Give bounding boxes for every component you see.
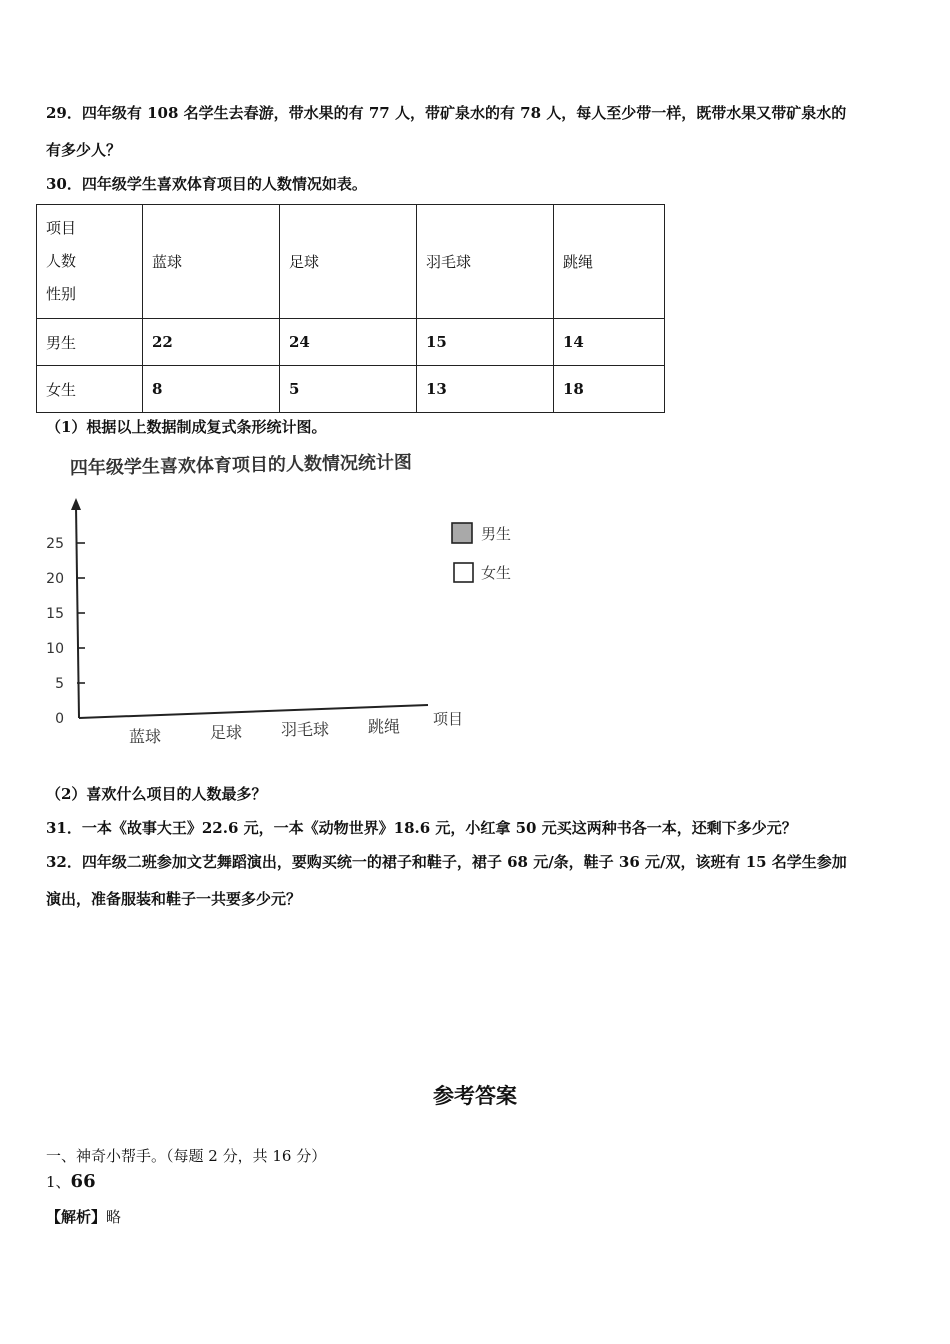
col-football: 足球 (280, 205, 417, 319)
y-axis-arrow (71, 498, 81, 510)
girls-football: 5 (280, 366, 417, 413)
y-tick-label: 10 (46, 641, 64, 657)
table-row-boys (37, 319, 665, 366)
answer-explanation (46, 1207, 121, 1227)
x-axis-label: 项目 (433, 710, 464, 728)
q30-intro: 30．四年级学生喜欢体育项目的人数情况如表。 (46, 175, 367, 193)
sports-table (36, 204, 665, 413)
y-axis (76, 506, 79, 718)
row-label-girls: 女生 (37, 366, 143, 413)
col-rope: 跳绳 (554, 205, 665, 319)
table-diagonal-header (37, 205, 143, 319)
x-category-label: 蓝球 (128, 727, 162, 746)
boys-football: 24 (280, 319, 417, 366)
girls-basketball: 8 (143, 366, 280, 413)
y-tick-label: 15 (46, 606, 64, 622)
legend-swatch-boys (452, 523, 472, 543)
x-categories (129, 717, 400, 746)
q29-line2: 有多少人？ (46, 141, 122, 159)
q30-sub1: （1）根据以上数据制成复式条形统计图。 (46, 418, 327, 436)
q31-text: 31．一本《故事大王》22.6 元，一本《动物世界》18.6 元，小红拿 50 元买这两种书各一本，还剩下多少元？ (46, 819, 797, 837)
boys-badminton: 15 (417, 319, 554, 366)
q29-line1: 29．四年级有 108 名学生去春游，带水果的有 77 人，带矿泉水的有 78 人，每人至少带一样，既带水果又带矿泉水的 (46, 104, 847, 122)
jiexi-text: 略 (106, 1208, 122, 1226)
answer-item1 (46, 1170, 96, 1194)
row-label-boys: 男生 (37, 319, 143, 366)
x-category-label: 羽毛球 (280, 720, 330, 739)
answers-section1: 一、神奇小帮手。（每题 2 分，共 16 分） (46, 1147, 327, 1165)
answers-title: 参考答案 (433, 1083, 517, 1108)
boys-rope: 14 (554, 319, 665, 366)
girls-badminton: 13 (417, 366, 554, 413)
answer-item1-number: 1、 (46, 1173, 71, 1191)
table-header-row (37, 205, 665, 319)
x-category-label: 跳绳 (367, 717, 401, 736)
y-tick-label: 0 (55, 711, 64, 727)
girls-rope: 18 (554, 366, 665, 413)
q32-line1: 32．四年级二班参加文艺舞蹈演出，要购买统一的裙子和鞋子，裙子 68 元/条，鞋子 36 元/双，该班有 15 名学生参加 (46, 853, 847, 871)
answer-item1-value: 66 (70, 1171, 96, 1192)
legend-label-boys: 男生 (481, 525, 512, 543)
chart-title: 四年级学生喜欢体育项目的人数情况统计图 (69, 452, 413, 479)
header-project: 项目 (46, 219, 77, 237)
col-badminton: 羽毛球 (417, 205, 554, 319)
q30-sub2: （2）喜欢什么项目的人数最多？ (46, 785, 267, 803)
y-tick-label: 5 (55, 676, 64, 692)
y-tick-label: 25 (46, 536, 64, 552)
table-row-girls (37, 366, 665, 413)
col-basketball: 蓝球 (143, 205, 280, 319)
x-category-label: 足球 (209, 723, 243, 742)
legend-label-girls: 女生 (481, 564, 512, 582)
q32-line2: 演出，准备服装和鞋子一共要多少元？ (46, 890, 302, 908)
y-tick-label: 20 (46, 571, 64, 587)
empty-bar-chart (30, 448, 530, 758)
header-gender: 性别 (46, 285, 77, 303)
header-count: 人数 (46, 252, 77, 270)
legend-swatch-girls (454, 563, 473, 582)
boys-basketball: 22 (143, 319, 280, 366)
jiexi-label: 【解析】 (46, 1208, 107, 1226)
